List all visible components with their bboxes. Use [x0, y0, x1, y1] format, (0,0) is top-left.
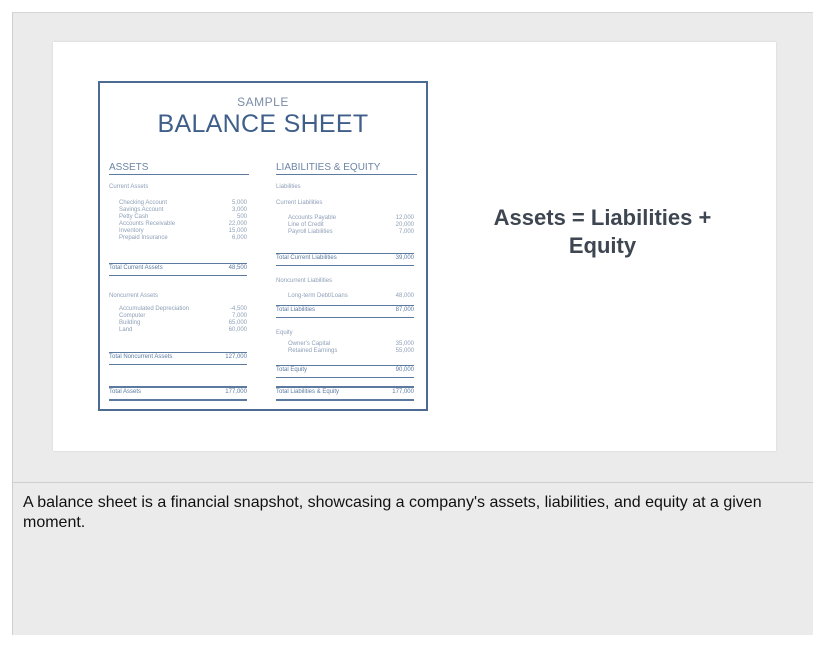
- liabilities-row: [276, 367, 414, 375]
- assets-row-value: -4,500: [229, 306, 247, 312]
- liabilities-row-value: 90,000: [395, 367, 414, 373]
- liabilities-equity-heading: LIABILITIES & EQUITY: [276, 162, 417, 175]
- liabilities-row-value: 39,000: [395, 255, 414, 261]
- accounting-equation: Assets = Liabilities + Equity: [493, 205, 712, 258]
- assets-row-value: 6,000: [231, 235, 247, 241]
- assets-heading: ASSETS: [109, 162, 249, 175]
- assets-row-value: 177,000: [225, 389, 247, 395]
- assets-row-value: 127,000: [225, 354, 247, 360]
- assets-row-label: Total Current Assets: [109, 265, 163, 271]
- assets-row-value: 65,000: [228, 320, 247, 326]
- assets-row-value: 60,000: [228, 327, 247, 333]
- assets-row: [119, 235, 247, 243]
- liabilities-row-label: Equity: [276, 330, 293, 336]
- liabilities-row-value: 35,000: [395, 341, 414, 347]
- assets-row-label: Prepaid Insurance: [119, 235, 168, 241]
- assets-row: [109, 184, 247, 192]
- assets-row-value: 5,000: [231, 200, 247, 206]
- liabilities-total-underline: [276, 377, 414, 378]
- liabilities-grand-total-underline: [276, 399, 414, 401]
- liabilities-row: [288, 293, 414, 301]
- sheet-title: BALANCE SHEET: [157, 110, 369, 138]
- liabilities-row-label: Total Current Liabilities: [276, 255, 337, 261]
- assets-total-underline: [109, 275, 247, 276]
- liabilities-row-value: 177,000: [392, 389, 414, 395]
- assets-row-label: Land: [119, 327, 133, 333]
- liabilities-row: [276, 389, 414, 397]
- liabilities-row-label: Retained Earnings: [288, 348, 338, 354]
- liabilities-row-label: Payroll Liabilities: [288, 229, 333, 235]
- assets-row-label: Total Noncurrent Assets: [109, 354, 173, 360]
- liabilities-row: [288, 348, 414, 356]
- liabilities-row-label: Liabilities: [276, 184, 301, 190]
- assets-grand-total-underline: [109, 399, 247, 401]
- liabilities-grand-total-rule: [276, 386, 414, 388]
- balance-sheet-image: [98, 81, 428, 411]
- assets-row: [109, 389, 247, 397]
- liabilities-row-label: Noncurrent Liabilities: [276, 278, 333, 284]
- liabilities-total-rule: [276, 305, 414, 306]
- assets-row: [109, 293, 247, 301]
- liabilities-total-underline: [276, 317, 414, 318]
- assets-row-value: 15,000: [228, 228, 247, 234]
- assets-row-value: 22,000: [228, 221, 247, 227]
- liabilities-row-label: Total Liabilities & Equity: [276, 389, 340, 395]
- liabilities-row-label: Long-term Debt/Loans: [288, 293, 348, 299]
- liabilities-row-value: 20,000: [395, 222, 414, 228]
- liabilities-row-value: 12,000: [395, 215, 414, 221]
- liabilities-total-underline: [276, 265, 414, 266]
- liabilities-row-label: Total Equity: [276, 367, 308, 373]
- assets-row-label: Savings Account: [119, 207, 164, 213]
- caption-text: A balance sheet is a financial snapshot, showcasing a company's assets, liabilities, and equity at a given moment.: [23, 494, 762, 531]
- assets-total-rule: [109, 352, 247, 353]
- slide-card: [53, 42, 776, 451]
- liabilities-row-label: Total Liabilities: [276, 307, 316, 313]
- assets-row-value: 3,000: [231, 207, 247, 213]
- liabilities-row-value: 55,000: [395, 348, 414, 354]
- divider: [13, 482, 813, 483]
- assets-row-label: Inventory: [119, 228, 144, 234]
- assets-row-value: 500: [236, 214, 247, 220]
- assets-row: [109, 265, 247, 273]
- liabilities-row-label: Accounts Payable: [288, 215, 337, 221]
- liabilities-row: [288, 229, 414, 237]
- liabilities-total-rule: [276, 365, 414, 366]
- liabilities-row: [276, 255, 414, 263]
- liabilities-row-value: 48,000: [395, 293, 414, 299]
- liabilities-row: [276, 200, 414, 208]
- assets-row-label: Noncurrent Assets: [109, 293, 159, 299]
- assets-row: [109, 354, 247, 362]
- liabilities-row-value: 87,000: [395, 307, 414, 313]
- liabilities-row-label: Line of Credit: [288, 222, 324, 228]
- liabilities-row: [276, 330, 414, 338]
- assets-total-underline: [109, 364, 247, 365]
- assets-row-label: Accounts Receivable: [119, 221, 176, 227]
- assets-row-label: Computer: [119, 313, 146, 319]
- assets-row: [119, 327, 247, 335]
- assets-row-label: Accumulated Depreciation: [119, 306, 190, 312]
- liabilities-row: [276, 278, 414, 286]
- liabilities-total-rule: [276, 253, 414, 254]
- assets-row-label: Total Assets: [109, 389, 142, 395]
- assets-row-value: 48,500: [228, 265, 247, 271]
- assets-row-label: Current Assets: [109, 184, 149, 190]
- assets-row-label: Building: [119, 320, 141, 326]
- liabilities-row-label: Current Liabilities: [276, 200, 323, 206]
- sheet-sample-label: SAMPLE: [237, 95, 289, 109]
- liabilities-row: [276, 307, 414, 315]
- assets-row-label: Petty Cash: [119, 214, 149, 220]
- assets-total-rule: [109, 263, 247, 264]
- assets-grand-total-rule: [109, 386, 247, 388]
- liabilities-row-label: Owner's Capital: [288, 341, 331, 347]
- assets-row-label: Checking Account: [119, 200, 168, 206]
- liabilities-row-value: 7,000: [398, 229, 414, 235]
- assets-row-value: 7,000: [231, 313, 247, 319]
- content-panel: [12, 12, 813, 635]
- liabilities-row: [276, 184, 414, 192]
